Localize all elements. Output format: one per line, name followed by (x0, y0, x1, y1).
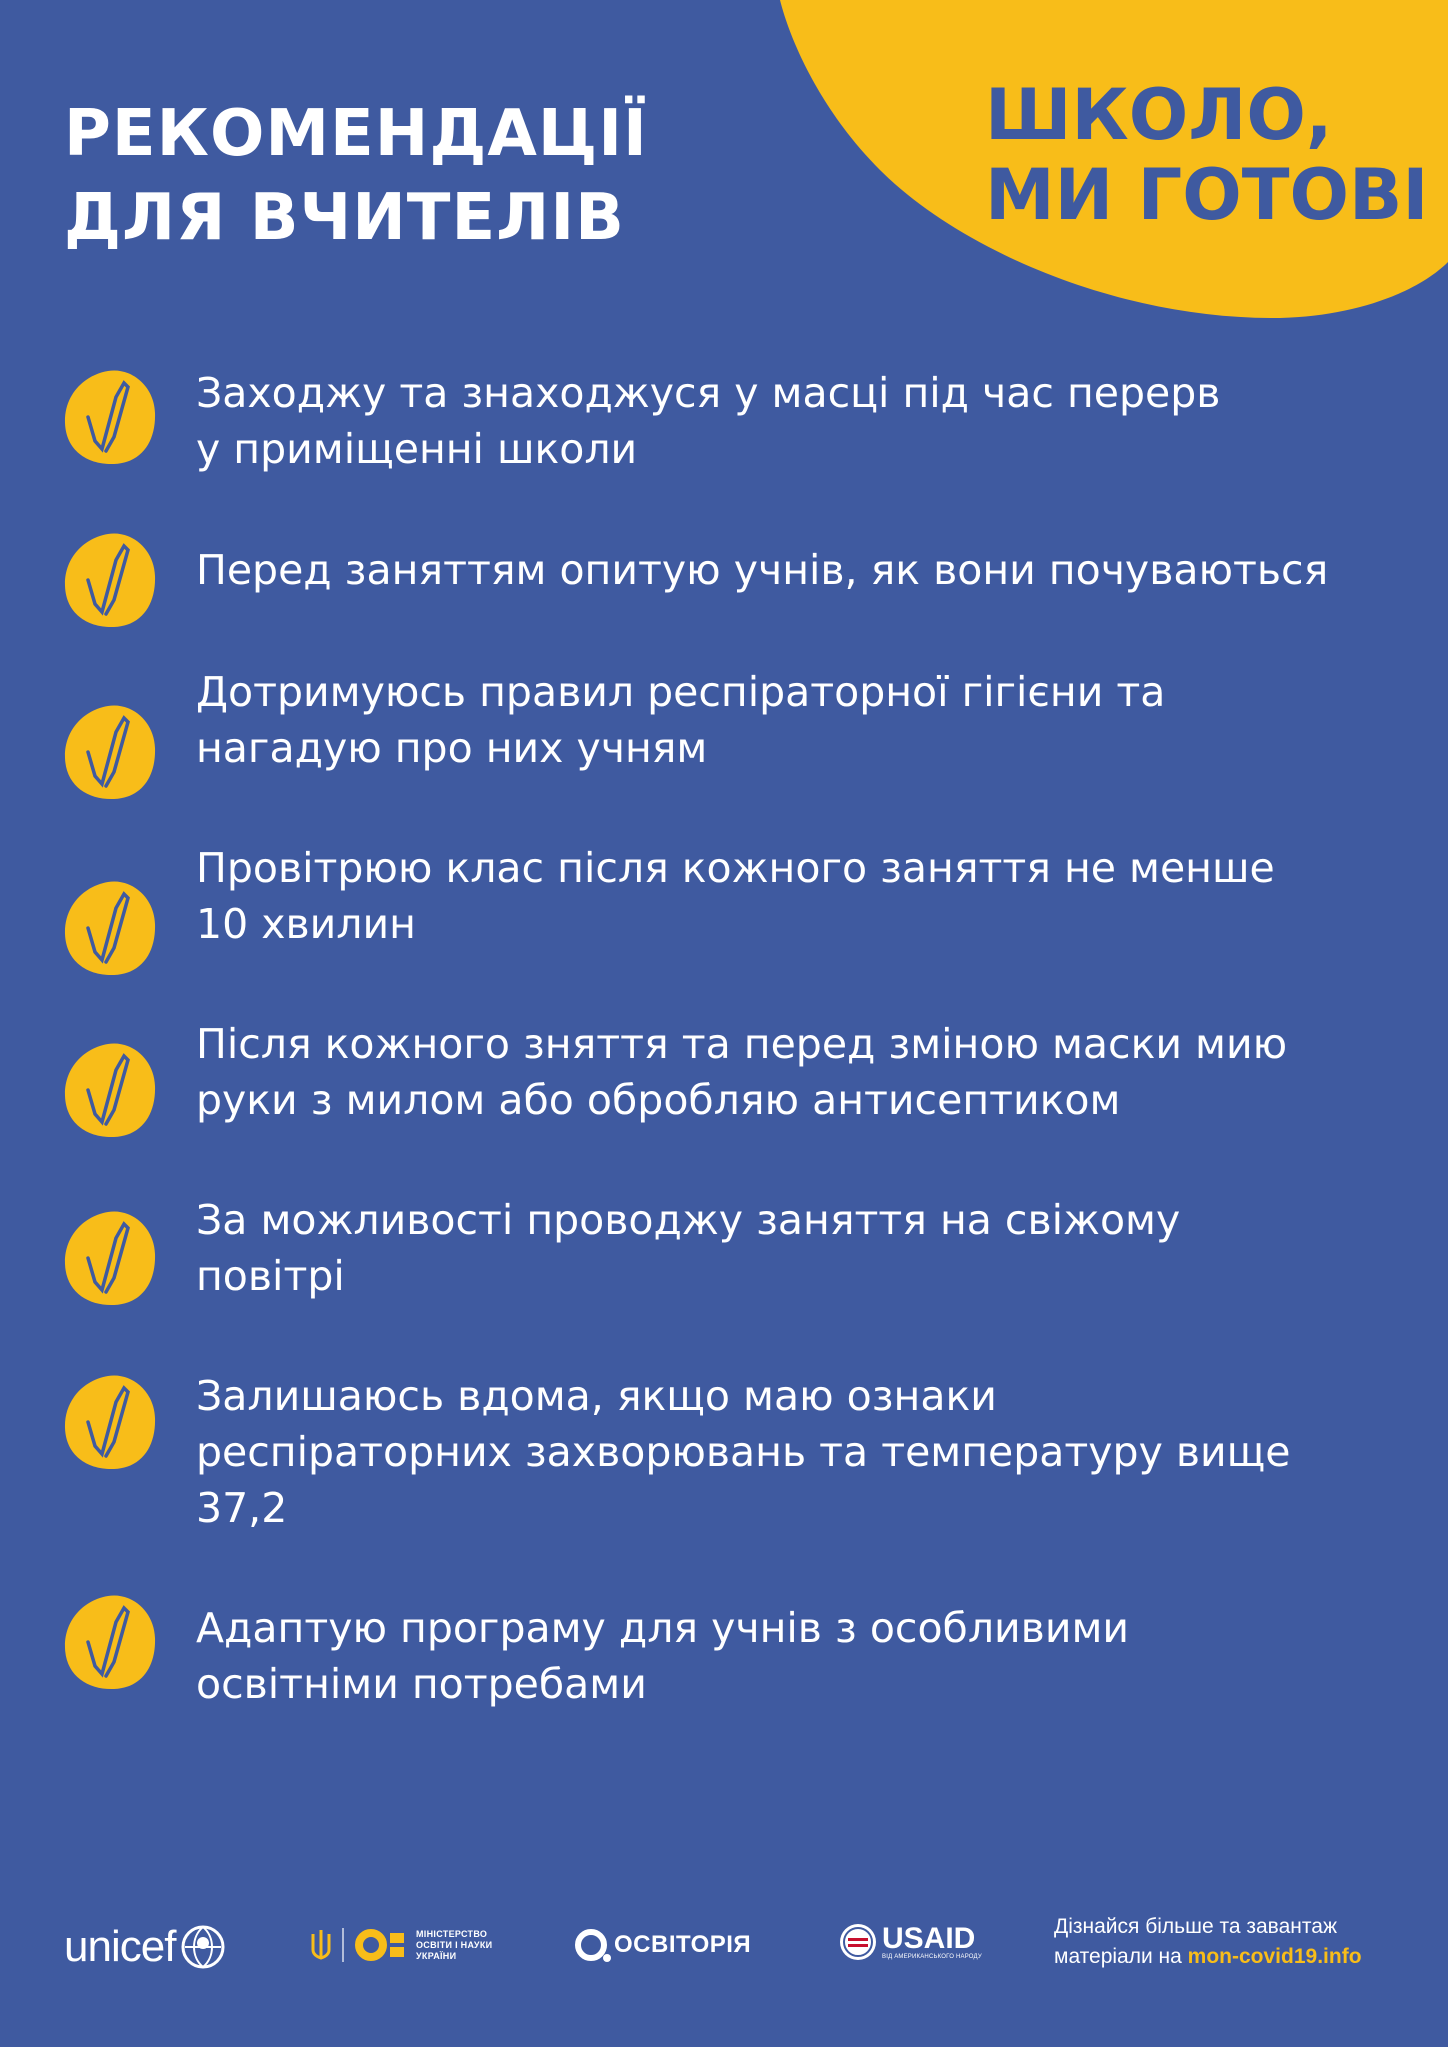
text-line: За можливості проводжу заняття на свіжому (196, 1196, 1181, 1244)
checkmark-blob-icon (62, 528, 158, 632)
checkmark-blob-icon (62, 700, 158, 804)
text-line: 37,2 (196, 1484, 288, 1532)
list-item-text (196, 1192, 1402, 1304)
slogan-line-1: ШКОЛО, (985, 74, 1333, 156)
checkmark-blob-icon (62, 1206, 158, 1310)
info-prefix: матеріали на (1054, 1945, 1188, 1968)
ministry-logo[interactable] (310, 1928, 492, 1962)
ministry-line: ОСВІТИ І НАУКИ (416, 1939, 493, 1950)
ministry-mark-icon (354, 1928, 408, 1962)
checkmark-blob-icon (62, 1590, 158, 1694)
list-item-text (196, 840, 1402, 952)
text-line: освітніми потребами (196, 1660, 647, 1708)
list-item-text (196, 542, 1402, 598)
text-line: 10 хвилин (196, 900, 416, 948)
website-link[interactable]: mon-covid19.info (1187, 1945, 1362, 1968)
text-line: руки з милом або обробляю антисептиком (196, 1076, 1121, 1124)
text-line: Адаптую програму для учнів з особливими (196, 1604, 1130, 1652)
usaid-wordmark: USAID (882, 1922, 976, 1955)
osvitoria-wordmark: ОСВІТОРІЯ (614, 1931, 752, 1958)
info-line-2 (1054, 1942, 1362, 1972)
info-line-1: Дізнайся більше та завантаж (1054, 1915, 1337, 1938)
checkmark-blob-icon (62, 876, 158, 980)
text-line: Заходжу та знаходжуся у масці під час перерв (196, 369, 1221, 417)
title-line-1: РЕКОМЕНДАЦІЇ (64, 97, 648, 171)
usaid-subtitle: ВІД АМЕРИКАНСЬКОГО НАРОДУ (882, 1954, 982, 1960)
checkmark-blob-icon (62, 1370, 158, 1474)
ministry-line: УКРАЇНИ (416, 1950, 457, 1961)
more-info-text (1054, 1912, 1362, 1972)
osvitoria-logo[interactable] (574, 1926, 751, 1964)
text-line: Після кожного зняття та перед зміною маски мию (196, 1020, 1288, 1068)
list-item-text (196, 1600, 1402, 1712)
checkmark-blob-icon (62, 365, 158, 469)
usaid-text-block (882, 1924, 982, 1960)
trident-icon (310, 1928, 332, 1962)
usaid-logo[interactable] (838, 1922, 982, 1962)
title-line-2: ДЛЯ ВЧИТЕЛІВ (64, 181, 625, 255)
text-line: Провітрюю клас після кожного заняття не менше (196, 844, 1275, 892)
list-item-text (196, 365, 1402, 477)
text-line: респіраторних захворювань та температуру вище (196, 1428, 1291, 1476)
unicef-logo[interactable] (64, 1922, 227, 1972)
usaid-seal-icon (838, 1922, 878, 1962)
text-line: Перед заняттям опитую учнів, як вони почуваються (196, 546, 1329, 594)
text-line: Дотримуюсь правил респіраторної гігієни та (196, 668, 1166, 716)
text-line: у приміщенні школи (196, 425, 638, 473)
text-line: повітрі (196, 1252, 345, 1300)
checkmark-blob-icon (62, 1038, 158, 1142)
text-line: Залишаюсь вдома, якщо маю ознаки (196, 1372, 997, 1420)
slogan-line-2: МИ ГОТОВІ (985, 154, 1429, 236)
page-title (64, 92, 648, 260)
ministry-line: МІНІСТЕРСТВО (416, 1928, 488, 1939)
slogan (985, 75, 1428, 235)
divider (342, 1928, 344, 1962)
osvitoria-mark-icon (574, 1926, 612, 1964)
list-item-text (196, 664, 1402, 776)
ministry-name (416, 1929, 492, 1962)
unicef-wordmark: unicef (64, 1922, 176, 1971)
footer (0, 1900, 1448, 1995)
list-item-text (196, 1368, 1402, 1536)
text-line: нагадую про них учням (196, 724, 708, 772)
globe-icon (179, 1923, 227, 1971)
list-item-text (196, 1016, 1402, 1128)
